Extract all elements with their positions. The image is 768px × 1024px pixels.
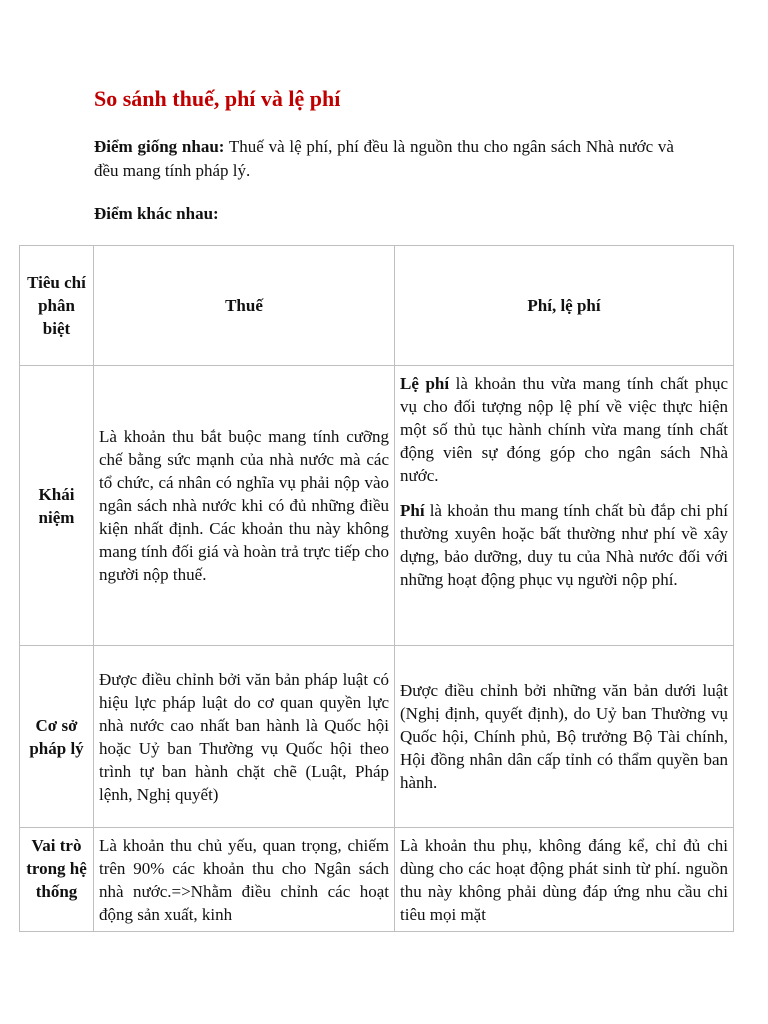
similarities-label: Điểm giống nhau: bbox=[94, 137, 225, 156]
cell-fee-legal-basis: Được điều chỉnh bởi những văn bản dưới luật (Nghị định, quyết định), do Uỷ ban Thường vụ Quốc hội, Chính phủ, Bộ trưởng Bộ Tài chính, Hội đồng nhân dân cấp tỉnh có thẩm quyền ban hành. bbox=[395, 646, 734, 828]
header-tax: Thuế bbox=[94, 246, 395, 366]
cell-fee-role-text: Là khoản thu phụ, không đáng kể, chỉ đủ chi dùng cho các hoạt động phát sinh từ phí. nguồn thu này không phải dùng đáp ứng nhu cầu chi tiêu mọi mặt bbox=[400, 836, 728, 924]
table-row bbox=[20, 646, 734, 828]
cell-tax-role-text: Là khoản thu chủ yếu, quan trọng, chiếm trên 90% các khoản thu cho Ngân sách nhà nước.=>Nhằm điều chỉnh các hoạt động sản xuất, kinh bbox=[99, 836, 389, 924]
fee-text: là khoản thu mang tính chất bù đắp chi phí thường xuyên hoặc bất thường như phí về xây dựng, bảo dưỡng, duy tu của Nhà nước đối với những hoạt động phục vụ người nộp phí. bbox=[400, 501, 728, 589]
table-header-row bbox=[20, 246, 734, 366]
cell-fee-role bbox=[395, 828, 734, 932]
row-criteria-legal-basis: Cơ sở pháp lý bbox=[20, 646, 94, 828]
differences-label: Điểm khác nhau: bbox=[94, 204, 219, 223]
comparison-table bbox=[19, 245, 734, 932]
fee-definition bbox=[400, 499, 728, 591]
cell-fee-concept bbox=[395, 366, 734, 646]
cell-tax-concept: Là khoản thu bắt buộc mang tính cưỡng chế bằng sức mạnh của nhà nước mà các tổ chức, cá nhân có nghĩa vụ phải nộp vào ngân sách nhà nước khi có đủ những điều kiện nhất định. Các khoản thu này không mang tính đối giá và hoàn trả trực tiếp cho người nộp thuế. bbox=[94, 366, 395, 646]
fee-label: Phí bbox=[400, 501, 425, 520]
page-title: So sánh thuế, phí và lệ phí bbox=[94, 86, 341, 111]
table-row bbox=[20, 366, 734, 646]
row-criteria-concept: Khái niệm bbox=[20, 366, 94, 646]
header-fee: Phí, lệ phí bbox=[395, 246, 734, 366]
similarities-paragraph bbox=[94, 135, 674, 183]
levy-definition bbox=[400, 372, 728, 487]
header-criteria: Tiêu chí phân biệt bbox=[20, 246, 94, 366]
levy-text: là khoản thu vừa mang tính chất phục vụ cho đối tượng nộp lệ phí về việc thực hiện một số thủ tục hành chính vừa mang tính chất động viên sự đóng góp cho ngân sách Nhà nước. bbox=[400, 374, 728, 485]
levy-label: Lệ phí bbox=[400, 374, 450, 393]
similarities-text: Thuế và lệ phí, phí đều là nguồn thu cho ngân sách Nhà nước và đều mang tính pháp lý. bbox=[94, 137, 674, 180]
row-criteria-role: Vai trò trong hệ thống bbox=[20, 828, 94, 932]
table-row bbox=[20, 828, 734, 932]
cell-tax-role bbox=[94, 828, 395, 932]
cell-tax-legal-basis: Được điều chỉnh bởi văn bản pháp luật có hiệu lực pháp luật do cơ quan quyền lực nhà nước cao nhất ban hành là Quốc hội hoặc Uỷ ban Thường vụ Quốc hội theo trình tự ban hành chặt chẽ (Luật, Pháp lệnh, Nghị quyết) bbox=[94, 646, 395, 828]
